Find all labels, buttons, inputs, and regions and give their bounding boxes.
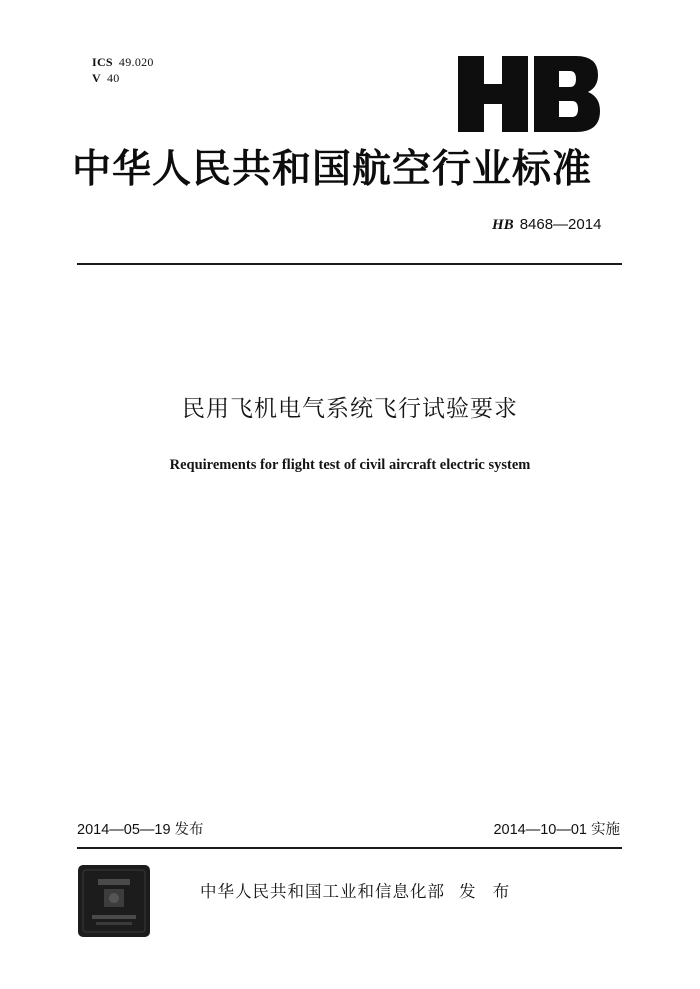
ics-code: 49.020 [118,55,154,69]
standard-prefix: HB [492,217,514,233]
implementation-date: 2014—10—01 实施 [493,822,620,838]
bottom-divider [77,847,622,849]
ccs-label: V [92,71,101,85]
ccs-line [92,70,154,86]
standard-code: 8468—2014 [519,216,602,233]
official-seal-icon [78,865,150,937]
issuer-name: 中华人民共和国工业和信息化部 [200,882,445,901]
english-title: Requirements for flight test of civil aircraft electric system [169,457,531,473]
issuer-action: 发 布 [459,882,516,901]
chinese-title: 民用飞机电气系统飞行试验要求 [182,396,518,422]
ics-line [92,54,154,70]
top-divider [77,263,622,265]
org-title: 中华人民共和国航空行业标准 [72,147,593,192]
ccs-code: 40 [106,71,120,85]
standard-number [492,214,601,235]
ics-label: ICS [92,55,113,69]
issuer-line [200,881,515,903]
issue-date: 2014—05—19 发布 [77,822,204,838]
classification-block [92,54,154,86]
hb-logo-icon [458,56,600,132]
